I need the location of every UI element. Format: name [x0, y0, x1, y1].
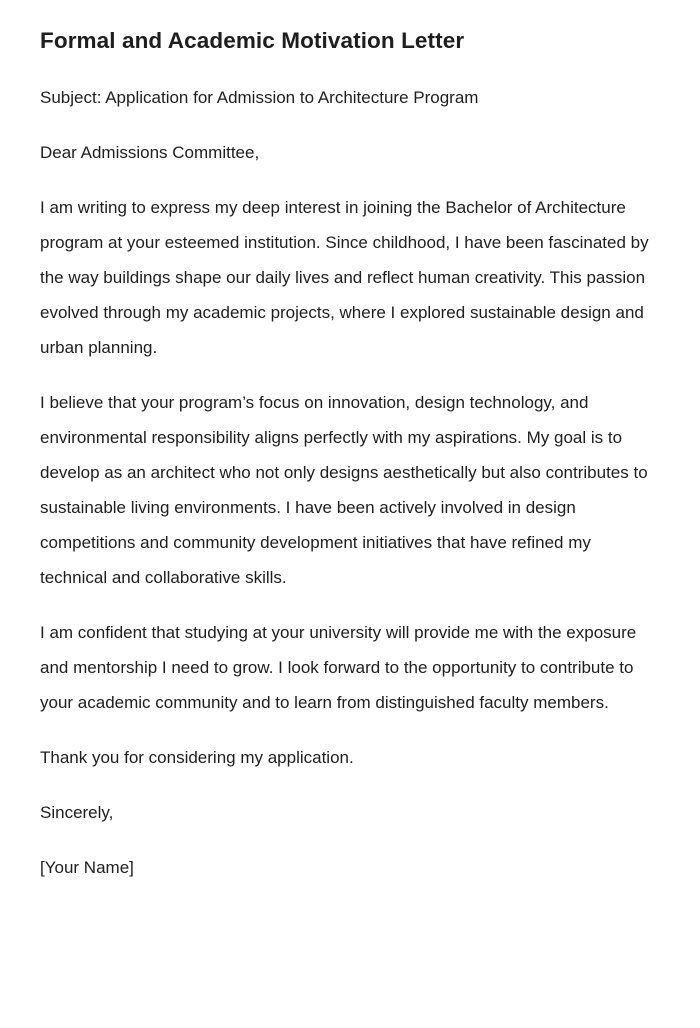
motivation-letter	[40, 26, 652, 885]
signature-placeholder: [Your Name]	[40, 858, 134, 877]
body-paragraph-2: I believe that your program’s focus on innovation, design technology, and environmental responsibility aligns perfectly with my aspirations. My goal is to develop as an architect who not only designs aesthetically but also contributes to sustainable living environments. I have been actively involved in design competitions and community development initiatives that have refined my technical and collaborative skills.	[40, 393, 648, 587]
salutation: Dear Admissions Committee,	[40, 143, 260, 162]
body-paragraph-1: I am writing to express my deep interest in joining the Bachelor of Architecture program at your esteemed institution. Since childhood, I have been fascinated by the way buildings shape our daily lives and reflect human creativity. This passion evolved through my academic projects, where I explored sustainable design and urban planning.	[40, 198, 649, 357]
closing-thanks: Thank you for considering my application.	[40, 748, 354, 767]
page-title: Formal and Academic Motivation Letter	[40, 28, 465, 53]
body-paragraph-3: I am confident that studying at your university will provide me with the exposure and mentorship I need to grow. I look forward to the opportunity to contribute to your academic community and to learn from distinguished faculty members.	[40, 623, 637, 712]
subject-line: Subject: Application for Admission to Architecture Program	[40, 88, 479, 107]
sign-off: Sincerely,	[40, 803, 114, 822]
